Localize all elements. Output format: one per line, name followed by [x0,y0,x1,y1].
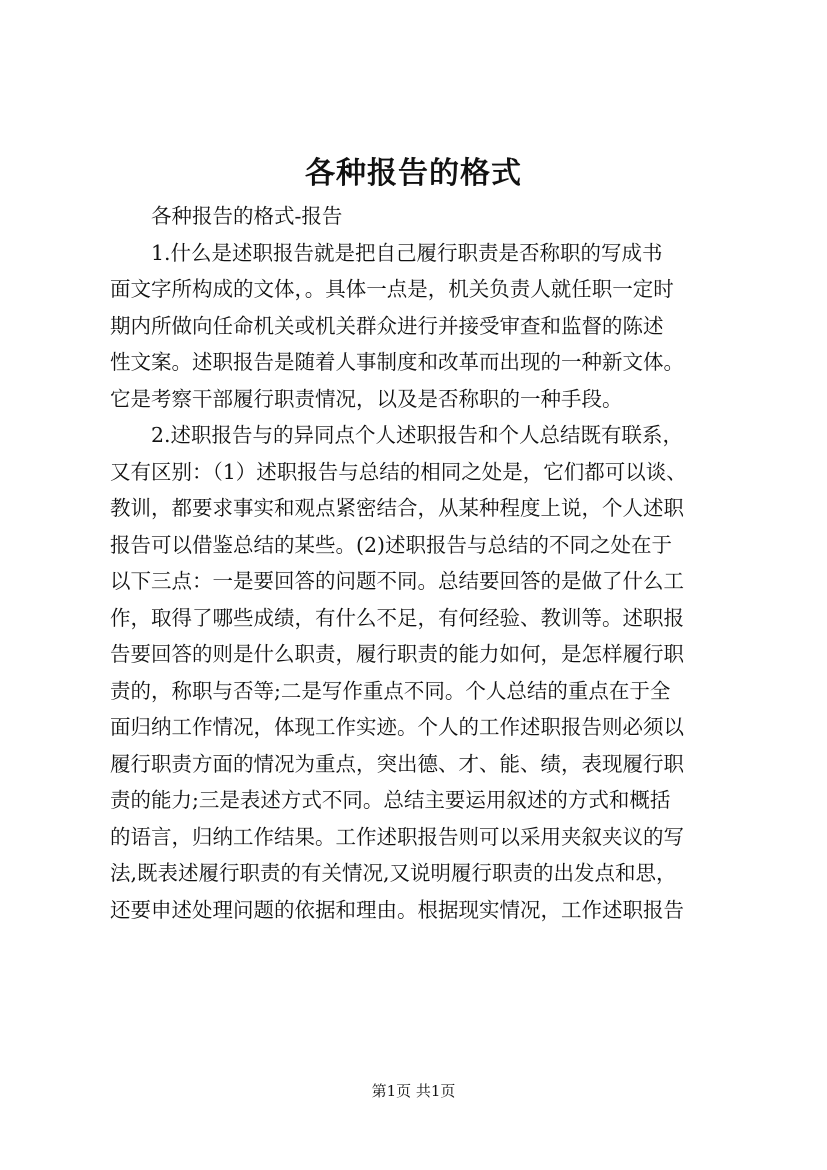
text-line: 责的能力;三是表述方式不同。总结主要运用叙述的方式和概括 [110,788,671,812]
text-line: 的语言，归纳工作结果。工作述职报告则可以采用夹叙夹议的写 [110,824,684,849]
text-line: 履行职责方面的情况为重点，突出德、才、能、绩，表现履行职 [110,751,684,776]
text-line: 它是考察干部履行职责情况，以及是否称职的一种手段。 [110,386,623,411]
text-line: 告要回答的则是什么职责，履行职责的能力如何，是怎样履行职 [110,642,684,666]
document-title: 各种报告的格式 [305,156,522,191]
text-line: 法,既表述履行职责的有关情况,又说明履行职责的出发点和思， [110,861,677,885]
text-line: 各种报告的格式-报告 [151,204,343,228]
text-line: 教训，都要求事实和观点紧密结合，从某种程度上说，个人述职 [110,496,684,520]
text-line: 还要申述处理问题的依据和理由。根据现实情况，工作述职报告 [110,897,684,922]
page-footer: 第1页 共1页 [371,1082,456,1100]
text-line: 1.什么是述职报告就是把自己履行职责是否称职的写成书 [151,240,663,265]
document-body [110,198,735,928]
text-line: 作，取得了哪些成绩，有什么不足，有何经验、教训等。述职报 [110,605,684,630]
text-line: 期内所做向任命机关或机关群众进行并接受审查和监督的陈述 [110,313,664,338]
text-line: 面文字所构成的文体，。具体一点是，机关负责人就任职一定时 [110,277,674,301]
text-line: 责的，称职与否等;二是写作重点不同。个人总结的重点在于全 [110,678,671,703]
text-line: 性文案。述职报告是随着人事制度和改革而出现的一种新文体。 [110,350,684,374]
text-line: 以下三点：一是要回答的问题不同。总结要回答的是做了什么工 [110,569,684,593]
text-line: 报告可以借鉴总结的某些。(2)述职报告与总结的不同之处在于 [110,532,673,557]
text-line: 面归纳工作情况，体现工作实迹。个人的工作述职报告则必须以 [110,715,684,739]
text-line: 2.述职报告与的异同点个人述职报告和个人总结既有联系， [151,423,684,447]
text-line: 又有区别：（1）述职报告与总结的相同之处是，它们都可以谈、 [110,459,687,484]
